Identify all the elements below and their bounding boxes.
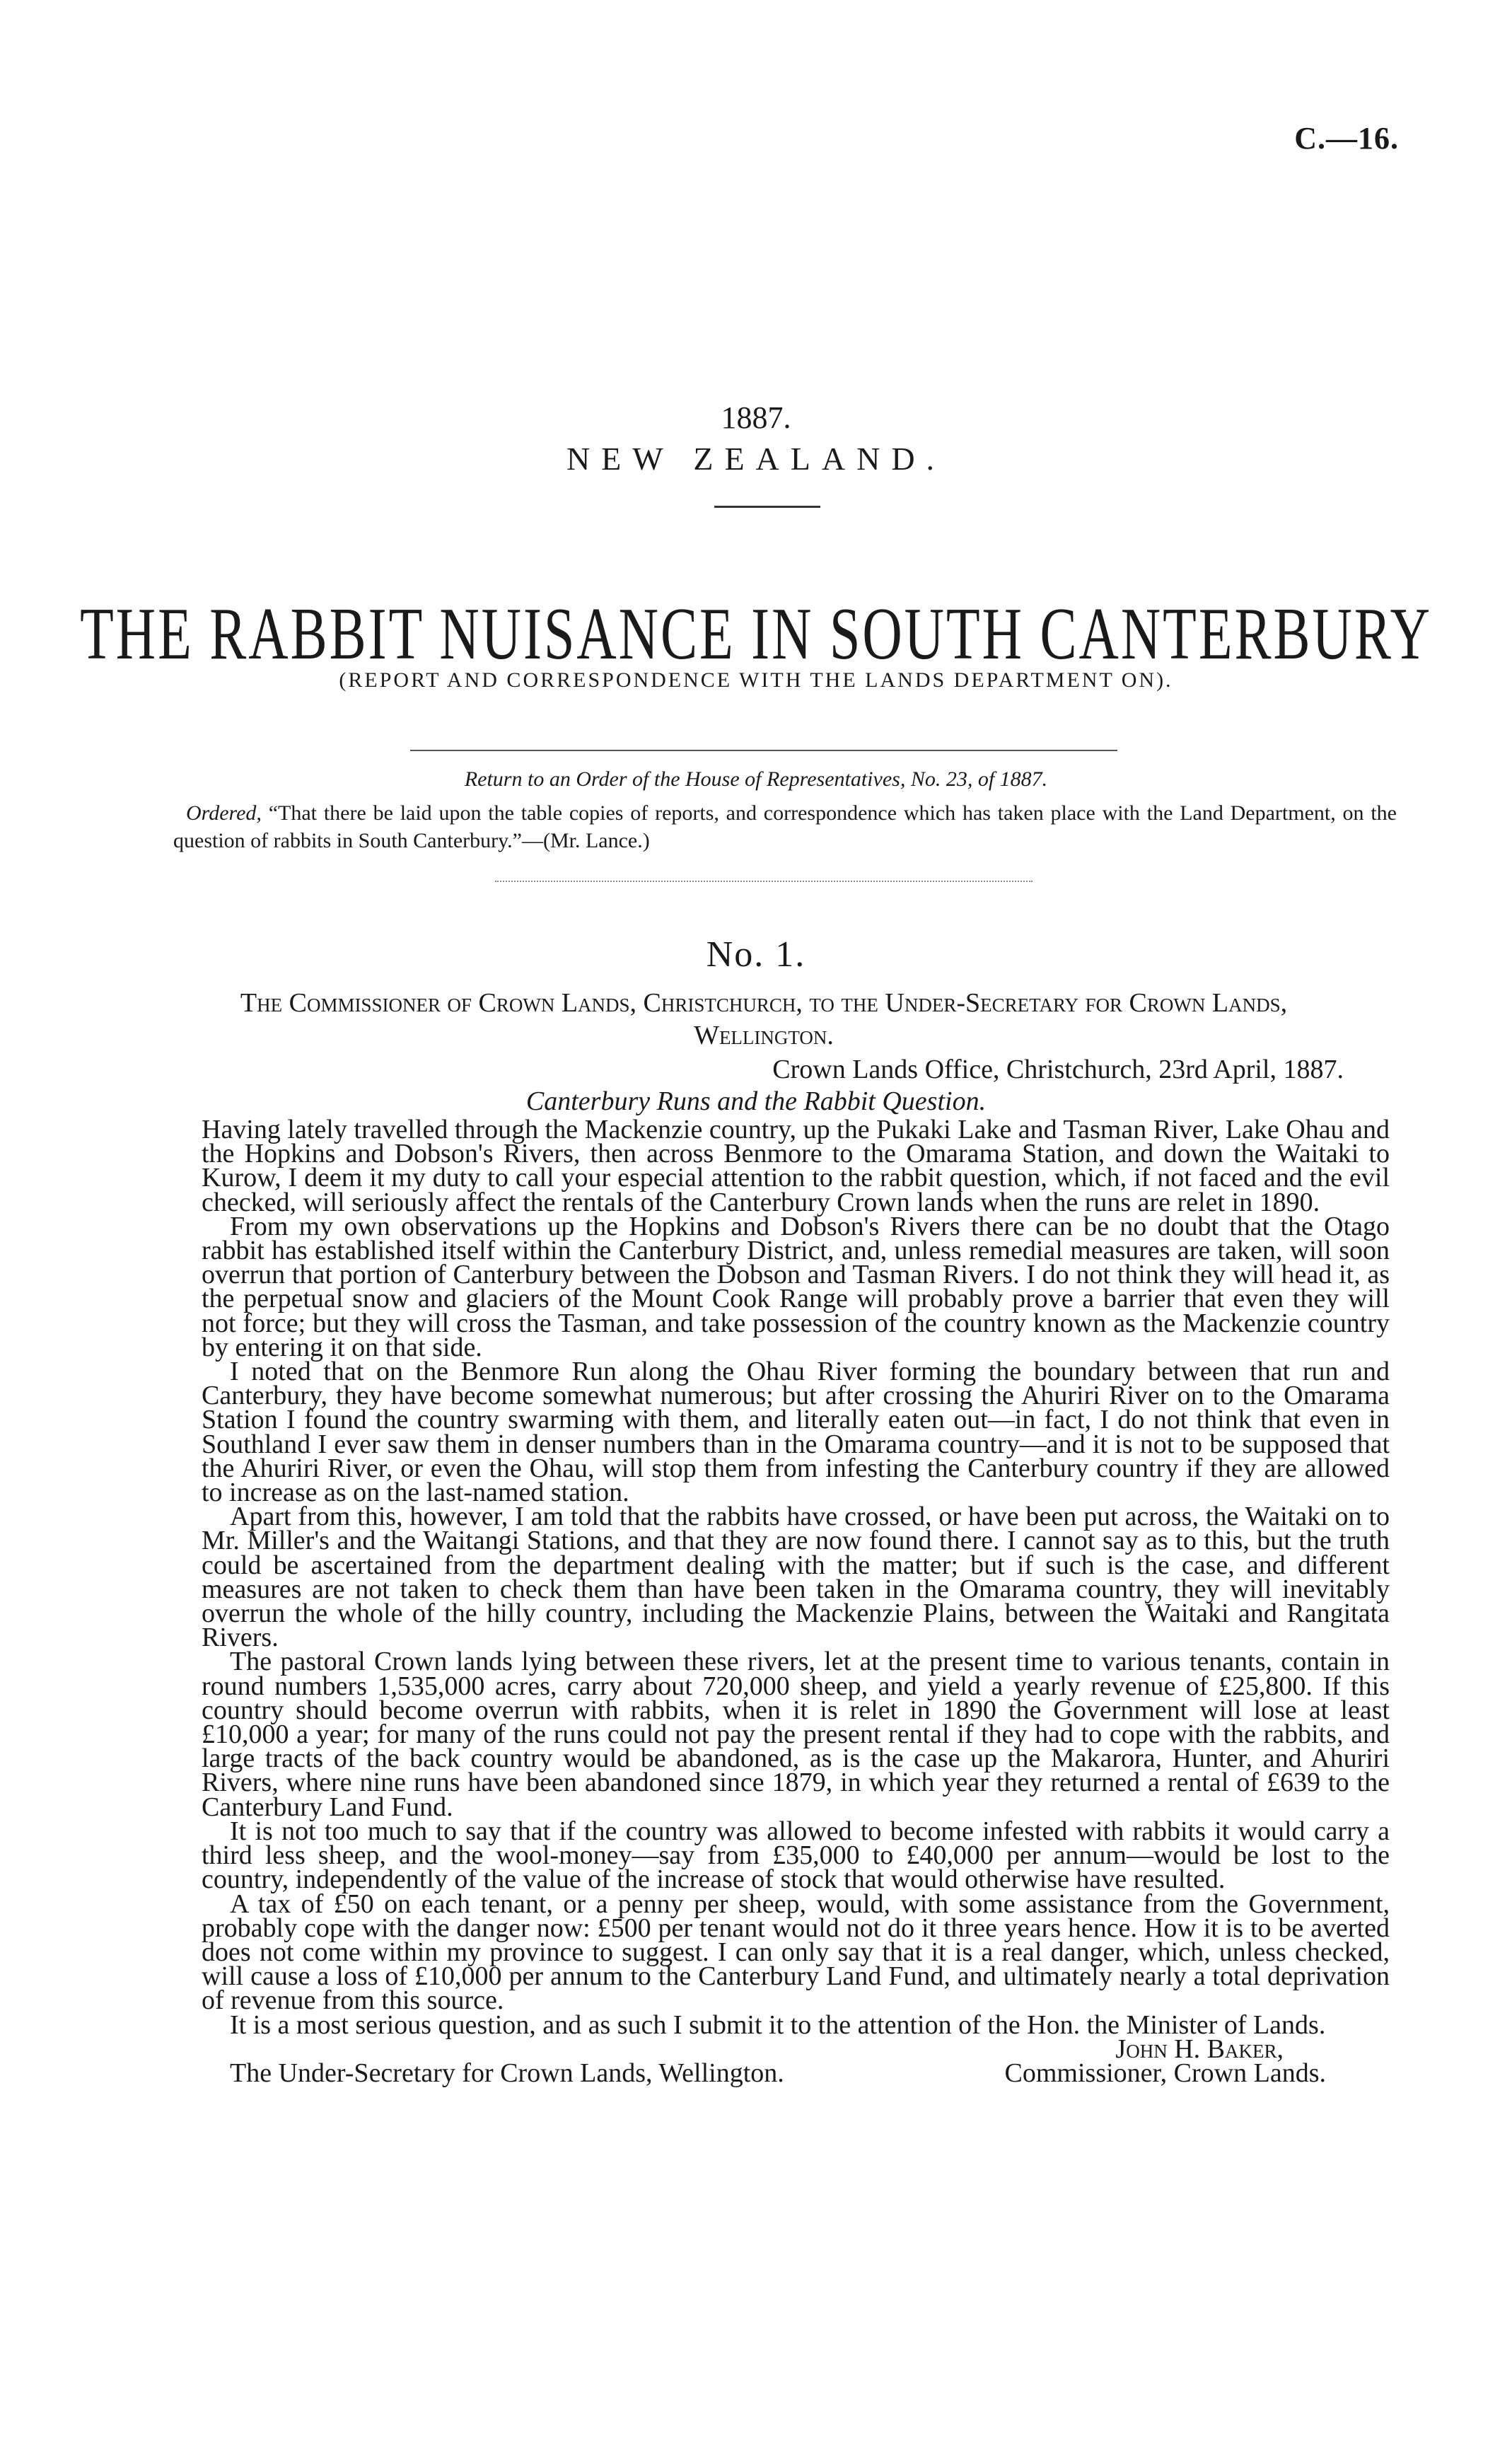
body-paragraph-3: I noted that on the Benmore Run along the Ohau River forming the boundary between that run and Canterbury, they have become somewhat numerous; but after crossing the Ahuriri River on to the Omarama Station I found the country swarming with them, and literally eaten out—in fact, I do not think that even in Southland I ever saw them in denser numbers than in the Omarama country—and it is not to be supposed that the Ahuriri River, or even the Ohau, will stop them from infesting the Canterbury country if they are allowed to increase as on the last-named station.	[202, 1357, 1390, 1508]
closing-paragraph: It is a most serious question, and as such I submit it to the attention of the Hon. the Minister of Lands.	[230, 2009, 1326, 2040]
body-paragraph-4: Apart from this, however, I am told that the rabbits have crossed, or have been put across, the Waitaki on to Mr. Miller's and the Waitangi Stations, and that they are now found there. I cannot say as to this, but the truth could be ascertained from the department dealing with the matter; but if such is the case, and different measures are not taken to check them than have been taken in the Omarama country, they will inevitably overrun the whole of the hilly country, including the Mackenzie Plains, between the Waitaki and Rangitata Rivers.	[202, 1502, 1390, 1653]
body-paragraph-7: A tax of £50 on each tenant, or a penny per sheep, would, with some assistance from the Government, probably cope with the danger now: £500 per tenant would not do it three years hence. How it is to be averted does not come within my province to suggest. I can only say that it is a real danger, which, unless checked, will cause a loss of £10,000 per annum to the Canterbury Land Fund, and ultimately nearly a total deprivation of revenue from this source.	[202, 1889, 1390, 2016]
short-divider	[714, 506, 820, 508]
body-paragraph-6: It is not too much to say that if the country was allowed to become infested with rabbits it would carry a third less sheep, and the wool-money—say from £35,000 to £40,000 per annum—would be lost to the country, independently of the value of the increase of stock that would otherwise have resulted.	[202, 1816, 1390, 1895]
dotted-divider	[495, 881, 1033, 882]
addressee-line: The Under-Secretary for Crown Lands, Wellington.	[230, 2058, 784, 2088]
signatory-title: Commissioner, Crown Lands.	[1004, 2058, 1326, 2088]
document-title: THE RABBIT NUISANCE IN SOUTH CANTERBURY	[80, 591, 1432, 675]
body-paragraph-5: The pastoral Crown lands lying between these rivers, let at the present time to various tenants, contain in round numbers 1,535,000 acres, carry about 720,000 sheep, and yield a yearly revenue of £25,800. If this country should become overrun with rabbits, when it is relet in 1890 the Government will lose at least £10,000 a year; for many of the runs could not pay the present rental if they had to cope with the rabbits, and large tracts of the back country would be abandoned, as is the case up the Makarora, Hunter, and Ahuriri Rivers, where nine runs have been abandoned since 1879, in which year they returned a rental of £639 to the Canterbury Land Fund.	[202, 1647, 1390, 1822]
letter-body	[202, 1115, 1390, 2088]
ordered-text: “That there be laid upon the table copies of reports, and correspondence which has taken place with the Land Department, on the question of rabbits in South Canterbury.”—(Mr. Lance.)	[173, 801, 1397, 852]
ordered-paragraph	[173, 799, 1397, 854]
signature-name-row	[202, 2034, 1390, 2064]
letter-subject: Canterbury Runs and the Rabbit Question.	[525, 1086, 987, 1116]
letter-from-to: The Commissioner of Crown Lands, Christchurch, to the Under-Secretary for Crown Lands, Wellington.	[240, 988, 1288, 1050]
country-heading: NEW ZEALAND.	[566, 441, 946, 477]
signatory-name: John H. Baker,	[1115, 2034, 1284, 2064]
document-subtitle: (REPORT AND CORRESPONDENCE WITH THE LANDS DEPARTMENT ON).	[339, 668, 1173, 692]
office-date-line: Crown Lands Office, Christchurch, 23rd April, 1887.	[772, 1055, 1344, 1084]
body-paragraph-2: From my own observations up the Hopkins and Dobson's Rivers there can be no doubt that the Otago rabbit has established itself within the Canterbury District, and, unless remedial measures are taken, will soon overrun that portion of Canterbury between the Dobson and Tasman Rivers. I do not think they will head it, as the perpetual snow and glaciers of the Mount Cook Range will probably prove a barrier that even they will not force; but they will cross the Tasman, and take possession of the country known as the Mackenzie country by entering it on that side.	[202, 1211, 1390, 1362]
page-reference: C.—16.	[1294, 121, 1399, 156]
long-divider	[410, 750, 1117, 751]
signature-title-row	[202, 2058, 1390, 2088]
ordered-word: Ordered,	[186, 801, 262, 825]
body-paragraph-1: Having lately travelled through the Mackenzie country, up the Pukaki Lake and Tasman River, Lake Ohau and the Hopkins and Dobson's Rivers, then across Benmore to the Omarama Station, and down the Waitaki to Kurow, I deem it my duty to call your especial attention to the rabbit question, which, if not faced and the evil checked, will seriously affect the rentals of the Canterbury Crown lands when the runs are relet in 1890.	[202, 1115, 1390, 1217]
publication-year: 1887.	[721, 400, 791, 435]
letter-number: No. 1.	[706, 934, 806, 975]
return-order-line: Return to an Order of the House of Representatives, No. 23, of 1887.	[464, 767, 1048, 791]
